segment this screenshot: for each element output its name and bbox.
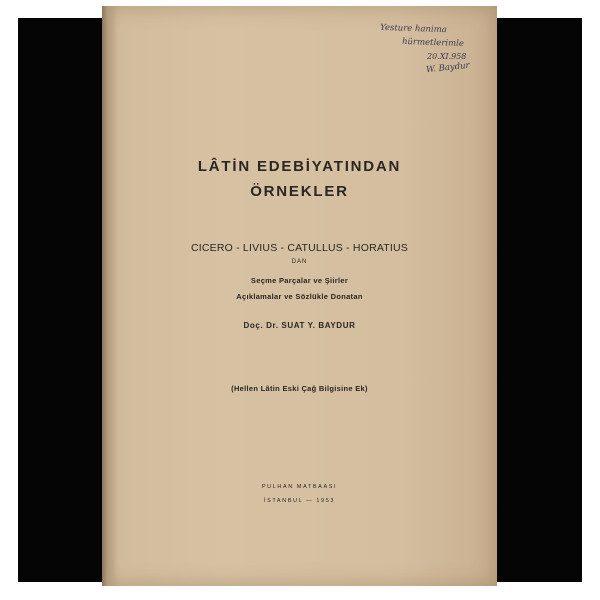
inscription-line-2: hürmetlerimle bbox=[401, 36, 465, 50]
page-binding-shadow bbox=[102, 6, 117, 586]
title-page bbox=[102, 6, 497, 586]
printer-name: PULHAN MATBAASI bbox=[261, 484, 338, 490]
inscription-line-1: Yesture hanima bbox=[379, 22, 447, 36]
series-note: (Hellen Lâtin Eski Çağ Bilgisine Ek) bbox=[231, 384, 368, 393]
author-name: Doç. Dr. SUAT Y. BAYDUR bbox=[243, 321, 356, 330]
inscription-date: 20.XI.958 bbox=[427, 52, 467, 61]
subtitle-line-1: Seçme Parçalar ve Şiirler bbox=[250, 276, 349, 285]
classical-authors: CICERO - LIVIUS - CATULLUS - HORATIUS bbox=[190, 242, 409, 254]
title-line-1: LÂTİN EDEBİYATINDAN bbox=[197, 158, 402, 175]
title-line-2: ÖRNEKLER bbox=[250, 183, 349, 200]
dan-label: DAN bbox=[291, 259, 308, 265]
inscription-signature: W. Baydur bbox=[425, 60, 471, 76]
subtitle-line-2: Açıklamalar ve Sözlükle Donatan bbox=[236, 292, 363, 301]
publication-place-year: İSTANBUL — 1953 bbox=[263, 498, 336, 504]
